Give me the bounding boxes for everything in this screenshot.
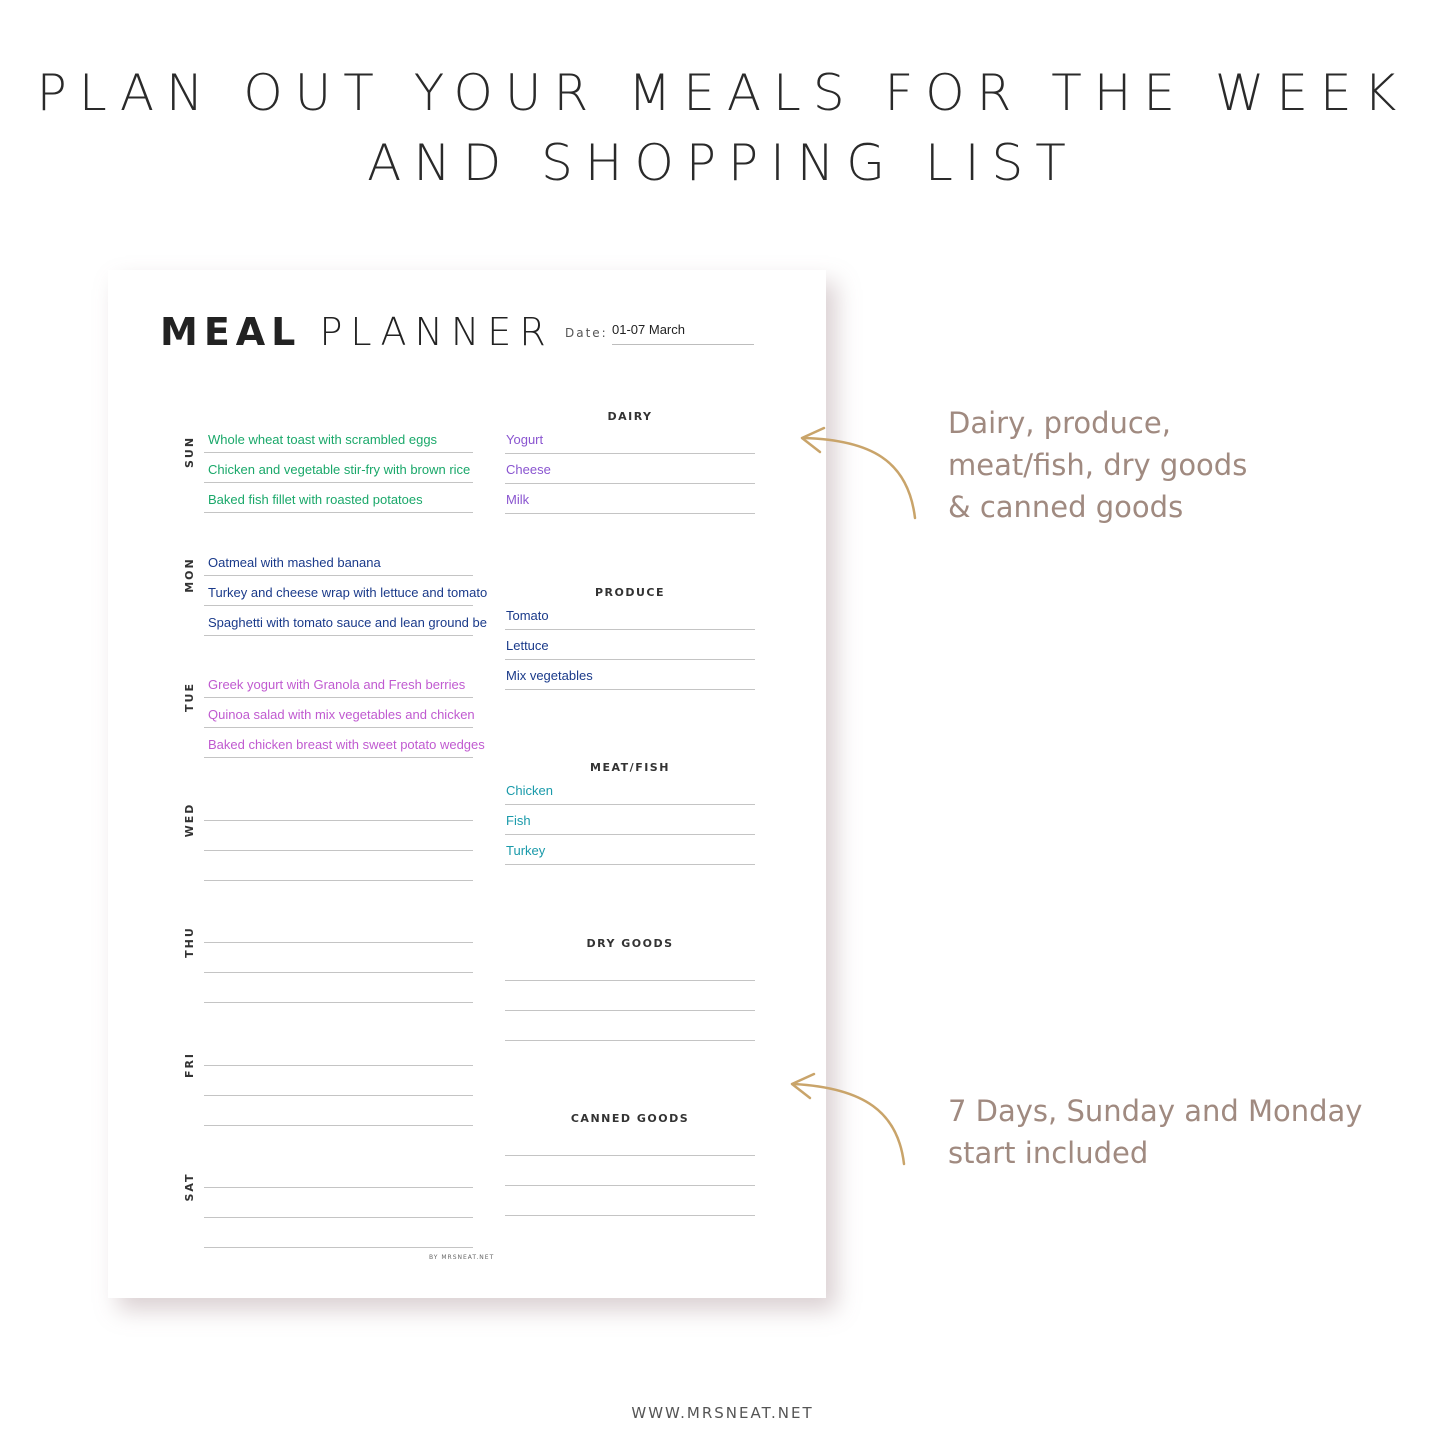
meal-line: [204, 850, 473, 851]
shopping-line: [505, 483, 755, 484]
day-label-fri: FRI: [183, 1051, 196, 1078]
shopping-item[interactable]: Turkey: [506, 843, 546, 858]
day-label-sun: SUN: [183, 435, 196, 469]
shopping-line: [505, 659, 755, 660]
shopping-line: [505, 1155, 755, 1156]
day-label-mon: MON: [183, 556, 196, 593]
shopping-line: [505, 834, 755, 835]
shopping-item[interactable]: Milk: [506, 492, 530, 507]
shopping-line: [505, 1010, 755, 1011]
day-label-sat: SAT: [183, 1172, 196, 1202]
meal-entry[interactable]: Quinoa salad with mix vegetables and chicken: [208, 707, 475, 722]
sheet-footer-credit: BY MRSNEAT.NET: [429, 1254, 495, 1261]
curved-arrow-icon: [780, 1060, 920, 1170]
shopping-item[interactable]: Mix vegetables: [506, 667, 593, 683]
planner-title: [160, 310, 554, 354]
meal-line: [204, 942, 473, 943]
meal-line: [204, 1125, 473, 1126]
meal-line: [204, 1247, 473, 1248]
meal-line: [204, 820, 473, 821]
category-title-dry-goods: DRY GOODS: [586, 936, 674, 950]
day-label-tue: TUE: [183, 682, 196, 712]
date-underline: [612, 344, 754, 345]
shopping-item[interactable]: Yogurt: [506, 432, 544, 447]
meal-entry[interactable]: Spaghetti with tomato sauce and lean ground be: [208, 614, 487, 630]
shopping-line: [505, 864, 755, 865]
meal-line: [204, 452, 473, 453]
meal-line: [204, 1095, 473, 1096]
headline-line-2: AND SHOPPING LIST: [367, 134, 1078, 192]
category-title-dairy: DAIRY: [607, 410, 653, 423]
category-title-meat-fish: MEAT/FISH: [590, 761, 670, 774]
meal-entry[interactable]: Whole wheat toast with scrambled eggs: [208, 432, 438, 447]
shopping-item[interactable]: Fish: [506, 813, 531, 828]
shopping-line: [505, 804, 755, 805]
meal-line: [204, 697, 473, 698]
meal-entry[interactable]: Chicken and vegetable stir-fry with brown rice: [208, 462, 471, 477]
meal-line: [204, 1002, 473, 1003]
meal-entry[interactable]: Oatmeal with mashed banana: [208, 554, 381, 570]
headline-line-1: PLAN OUT YOUR MEALS FOR THE WEEK: [36, 64, 1409, 122]
shopping-line: [505, 453, 755, 454]
shopping-line: [505, 1215, 755, 1216]
website-footer: WWW.MRSNEAT.NET: [631, 1404, 814, 1422]
category-title-produce: PRODUCE: [594, 585, 666, 599]
meal-line: [204, 1217, 473, 1218]
meal-entry[interactable]: Greek yogurt with Granola and Fresh berries: [208, 677, 466, 692]
meal-line: [204, 512, 473, 513]
curved-arrow-icon: [790, 420, 930, 530]
meal-line: [204, 972, 473, 973]
shopping-line: [505, 980, 755, 981]
shopping-line: [505, 513, 755, 514]
meal-line: [204, 880, 473, 881]
day-label-wed: WED: [183, 802, 196, 837]
category-title-canned-goods: CANNED GOODS: [570, 1112, 690, 1125]
note-categories: Dairy, produce, meat/fish, dry goods & canned goods: [948, 406, 1248, 524]
planner-title-light: PLANNER: [319, 310, 554, 354]
shopping-item[interactable]: Lettuce: [506, 637, 549, 653]
meal-planner-sheet: [108, 270, 826, 1298]
date-label: Date:: [565, 326, 608, 340]
shopping-line: [505, 1185, 755, 1186]
shopping-item[interactable]: Chicken: [506, 783, 553, 798]
planner-title-bold: MEAL: [160, 310, 302, 354]
shopping-item[interactable]: Cheese: [506, 462, 551, 477]
meal-entry[interactable]: Baked chicken breast with sweet potato wedges: [208, 737, 485, 752]
shopping-line: [505, 629, 755, 630]
meal-line: [204, 1187, 473, 1188]
meal-entry[interactable]: Turkey and cheese wrap with lettuce and tomato: [208, 584, 488, 600]
day-label-thu: THU: [183, 926, 196, 958]
shopping-line: [505, 689, 755, 690]
meal-line: [204, 757, 473, 758]
meal-entry[interactable]: Baked fish fillet with roasted potatoes: [208, 492, 423, 507]
note-days: 7 Days, Sunday and Monday start included: [948, 1094, 1363, 1170]
meal-line: [204, 727, 473, 728]
meal-line: [204, 605, 473, 606]
date-value: 01-07 March: [612, 322, 685, 337]
meal-line: [204, 575, 473, 576]
meal-line: [204, 635, 473, 636]
meal-line: [204, 1065, 473, 1066]
shopping-line: [505, 1040, 755, 1041]
shopping-item[interactable]: Tomato: [506, 607, 549, 623]
meal-line: [204, 482, 473, 483]
